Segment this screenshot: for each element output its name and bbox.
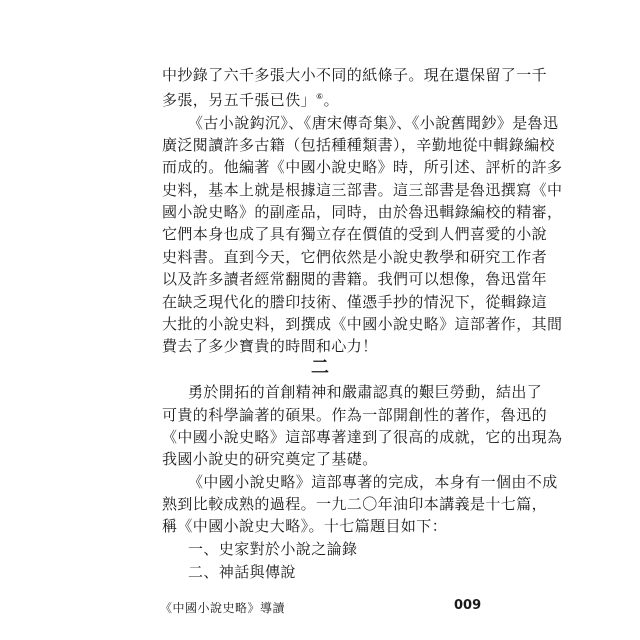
body-line: 廣泛閱讀許多古籍（包括種種類書），辛勤地從中輯錄編校 xyxy=(162,136,555,154)
running-footer-title: 《中國小說史略》導讀 xyxy=(160,601,286,615)
page-number: 009 xyxy=(454,598,482,613)
body-line: 史料，基本上就是根據這三部書。這三部書是魯迅撰寫《中 xyxy=(162,181,563,199)
body-line-tail: 。 xyxy=(323,91,339,109)
body-line: 《中國小說史略》這部專著的完成，本身有一個由不成 xyxy=(188,473,558,491)
body-line: 《古小說鈎沉》、《唐宋傳奇集》、《小說舊聞鈔》是魯迅 xyxy=(188,114,559,132)
body-line: 熟到比較成熟的過程。一九二〇年油印本講義是十七篇， xyxy=(162,495,548,513)
body-line: 可貴的科學論著的碩果。作為一部開創性的著作，魯迅的 xyxy=(162,406,548,424)
body-line: 國小說史略》的副產品，同時，由於魯迅輯錄編校的精審， xyxy=(162,203,563,221)
body-line: 大批的小說史料，到撰成《中國小說史略》這部著作，其間 xyxy=(162,315,563,333)
body-line: 費去了多少寶貴的時間和心力！ xyxy=(162,337,378,355)
body-line: 稱《中國小說史大略》。十七篇題目如下： xyxy=(162,517,448,535)
list-item: 二、神話與傳說 xyxy=(188,563,296,581)
footnote-marker: ⑥ xyxy=(316,92,324,101)
list-item: 一、史家對於小說之論錄 xyxy=(188,540,358,558)
body-line xyxy=(162,87,339,110)
body-line: 中抄錄了六千多張大小不同的紙條子。現在還保留了一千 xyxy=(162,66,548,84)
body-line: 我國小說史的研究奠定了基礎。 xyxy=(162,450,378,468)
body-line-text: 多張，另五千張已佚」 xyxy=(162,91,317,109)
body-line: 在缺乏現代化的謄印技術、僅憑手抄的情況下，從輯錄這 xyxy=(162,293,548,311)
body-line: 它們本身也成了具有獨立存在價值的受到人們喜愛的小說 xyxy=(162,225,548,243)
body-line: 以及許多讀者經常翻閱的書籍。我們可以想像，魯迅當年 xyxy=(162,270,548,288)
body-line: 而成的。他編著《中國小說史略》時，所引述、評析的許多 xyxy=(162,158,563,176)
section-heading: 二 xyxy=(311,357,329,378)
body-line: 勇於開拓的首創精神和嚴肅認真的艱巨勞動，結出了 xyxy=(188,383,543,401)
body-line: 《中國小說史略》這部專著達到了很高的成就，它的出現為 xyxy=(162,428,563,446)
body-line: 史料書。直到今天，它們依然是小說史教學和研究工作者 xyxy=(162,248,548,266)
